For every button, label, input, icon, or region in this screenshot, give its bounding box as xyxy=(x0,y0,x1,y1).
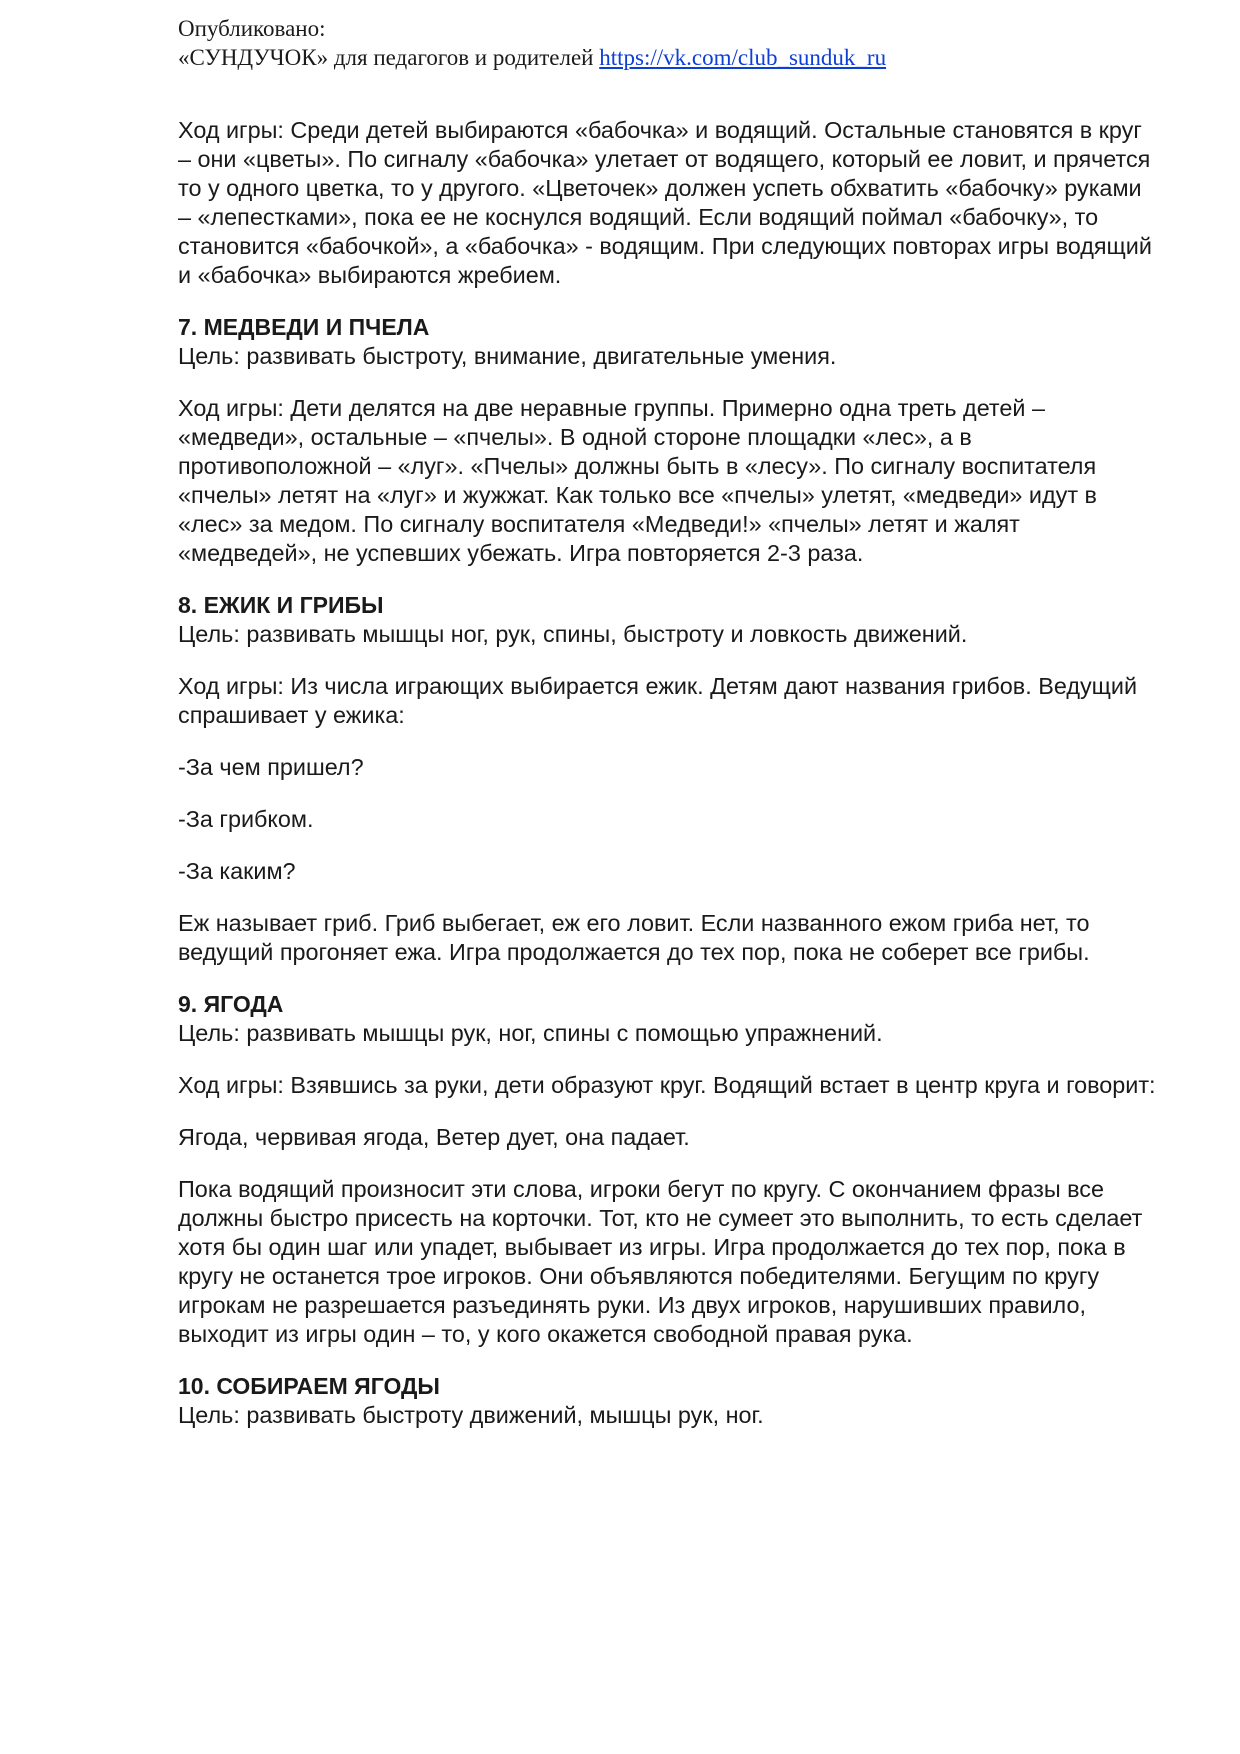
section-8-question-2: -За каким? xyxy=(178,858,296,884)
section-8-question-1: -За чем пришел? xyxy=(178,754,364,780)
published-label: Опубликовано: xyxy=(178,16,326,41)
section-10-title: 10. СОБИРАЕМ ЯГОДЫ xyxy=(178,1373,440,1399)
section-7-move: Ход игры: Дети делятся на две неравные группы. Примерно одна треть детей – «медведи», остальные – «пчелы». В одной стороне площадки «лес», а в противоположной – «луг». «Пчелы» должны быть в «лесу». По сигналу воспитателя «пчелы» летят на «луг» и жужжат. Как только все «пчелы» улетят, «медведи» идут в «лес» за медом. По сигналу воспитателя «Медведи!» «пчелы» летят и жалят «медведей», не успевших убежать. Игра повторяется 2-3 раза. xyxy=(178,395,1097,566)
intro-move-paragraph: Ход игры: Среди детей выбираются «бабочка» и водящий. Остальные становятся в круг – они «цветы». По сигналу «бабочка» улетает от водящего, который ее ловит, и прячется то у одного цветка, то у другого. «Цветочек» должен успеть обхватить «бабочку» руками – «лепестками», пока ее не коснулся водящий. Если водящий поймал «бабочку», то становится «бабочкой», а «бабочка» - водящим. При следующих повторах игры водящий и «бабочка» выбираются жребием. xyxy=(178,117,1152,288)
document-body xyxy=(178,116,1158,1453)
section-9-move: Ход игры: Взявшись за руки, дети образуют круг. Водящий встает в центр круга и говорит: xyxy=(178,1072,1156,1098)
section-8-end: Еж называет гриб. Гриб выбегает, еж его ловит. Если названного ежом гриба нет, то ведущий прогоняет ежа. Игра продолжается до тех пор, пока не соберет все грибы. xyxy=(178,910,1090,965)
section-7-title: 7. МЕДВЕДИ И ПЧЕЛА xyxy=(178,314,430,340)
section-8-answer-1: -За грибком. xyxy=(178,806,314,832)
section-9-title: 9. ЯГОДА xyxy=(178,991,284,1017)
section-10-goal: Цель: развивать быстроту движений, мышцы рук, ног. xyxy=(178,1402,764,1428)
section-8-title: 8. ЕЖИК И ГРИБЫ xyxy=(178,592,384,618)
source-text: «СУНДУЧОК» для педагогов и родителей xyxy=(178,45,600,70)
section-8-goal: Цель: развивать мышцы ног, рук, спины, быстроту и ловкость движений. xyxy=(178,621,968,647)
section-9-goal: Цель: развивать мышцы рук, ног, спины с помощью упражнений. xyxy=(178,1020,883,1046)
section-9-rhyme: Ягода, червивая ягода, Ветер дует, она падает. xyxy=(178,1124,690,1150)
section-9-end: Пока водящий произносит эти слова, игроки бегут по кругу. С окончанием фразы все должны быстро присесть на корточки. Тот, кто не сумеет это выполнить, то есть сделает хотя бы один шаг или упадет, выбывает из игры. Игра продолжается до тех пор, пока в кругу не останется трое игроков. Они объявляются победителями. Бегущим по кругу игрокам не разрешается разъединять руки. Из двух игроков, нарушивших правило, выходит из игры один – то, у кого окажется свободной правая рука. xyxy=(178,1176,1143,1347)
publication-header xyxy=(178,14,1158,72)
source-line xyxy=(178,43,1158,72)
section-7-goal: Цель: развивать быстроту, внимание, двигательные умения. xyxy=(178,343,837,369)
source-link[interactable]: https://vk.com/club_sunduk_ru xyxy=(599,45,887,70)
section-8-move: Ход игры: Из числа играющих выбирается ежик. Детям дают названия грибов. Ведущий спрашивает у ежика: xyxy=(178,673,1138,728)
